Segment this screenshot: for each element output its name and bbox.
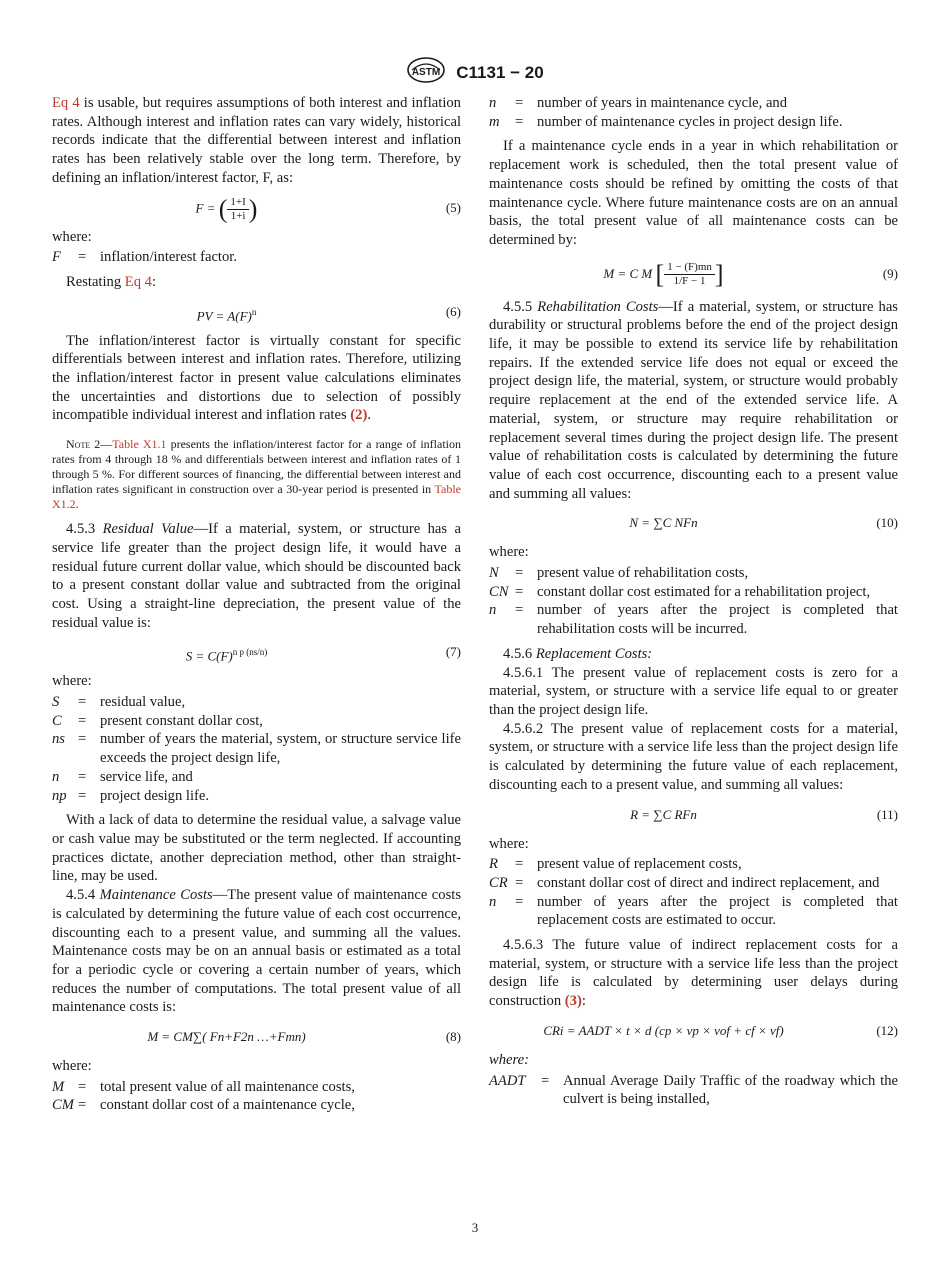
section-title: Residual Value — [102, 521, 194, 538]
section-title: Rehabilitation Costs — [537, 298, 659, 315]
eq11-body: R = ∑C RFn — [630, 806, 697, 822]
eq9-denominator: 1/F − 1 — [673, 275, 706, 288]
document-id: C1131 − 20 — [456, 62, 544, 82]
equation-10 — [489, 511, 898, 535]
where-label: where: — [489, 1051, 529, 1068]
definition-list — [489, 564, 898, 639]
eq5-number: (5) — [445, 199, 461, 215]
definition-item: F = inflation/interest factor. — [52, 249, 237, 266]
section-4-5-6-1: 4.5.6.1 The present value of replacement costs is zero for a material, system, or structure with a service life equal to or greater than the project design life. — [489, 664, 898, 718]
definition-item: CM = constant dollar cost of a maintenance cycle, — [52, 1097, 355, 1114]
definition-item: n = service life, and — [52, 768, 193, 785]
definition-item: n = number of years after the project is completed that rehabilitation costs will be incurred. — [489, 602, 898, 638]
where-label: where: — [52, 228, 92, 245]
note-label: Note 2 — [66, 437, 101, 452]
equation-8 — [52, 1025, 461, 1049]
eq6-exponent: n — [251, 306, 257, 317]
definition-item: N = present value of rehabilitation costs, — [489, 565, 749, 582]
section-title: Maintenance Costs — [99, 887, 213, 904]
astm-logo-icon — [406, 56, 446, 89]
where-label: where: — [489, 544, 529, 561]
where-label: where: — [52, 673, 92, 690]
eq8-number: (8) — [445, 1029, 461, 1045]
section-4-5-6-2: 4.5.6.2 The present value of replacement costs for a material, system, or structure with a service life less than the project design life is calculated by determining the future value of each replacement, discounting each to a present value, and summing all values: — [489, 720, 898, 793]
equation-7 — [52, 640, 461, 664]
page-header — [0, 56, 950, 89]
paragraph-eq4 — [52, 94, 461, 188]
equation-6 — [52, 300, 461, 324]
eq6-body: PV = A(F) — [196, 307, 252, 323]
definition-item: CR = constant dollar cost of direct and indirect replacement, and — [489, 874, 880, 891]
equation-12 — [489, 1019, 898, 1043]
eq9-numerator: 1 − (F)mn — [664, 261, 715, 275]
eq4-link[interactable]: Eq 4 — [52, 95, 80, 111]
definition-list — [52, 248, 461, 267]
where-label: where: — [52, 1058, 92, 1075]
section-4-5-4: 4.5.4 Maintenance Costs—The present value of maintenance costs is calculated by determining the future value of each cost occurrence, discounting each to a present value, and summing all the values. Maintenance costs may be on an annual basis or estimated as a total for a periodic cycle or covering a certain number of years, which reduces the number of computations. The total present value of all maintenance costs is: — [52, 887, 461, 1016]
section-4-5-6: 4.5.6 Replacement Costs: — [503, 645, 653, 662]
section-4-5-3: 4.5.3 Residual Value—If a material, system, or structure has a service life greater than the project design life, it would have a residual future current dollar value, which should be discounted back to a present constant dollar value and subtracted from the original cost. Using a straight-line depreciation, the present value of the residual value is: — [52, 521, 461, 631]
definition-item: S = residual value, — [52, 694, 186, 711]
table-x1-1-link[interactable]: Table X1.1 — [112, 437, 167, 452]
definition-list — [489, 1072, 898, 1109]
note-2: Note 2—Table X1.1 presents the inflation/interest factor for a range of inflation rates from 4 through 18 % and differentials between interest and inflation rates of 1 through 5 %. For different sources of financing, the differential between interest and inflation rates significant in construction over a 30-year period is presented in Table X1.2. — [52, 437, 461, 512]
definition-list — [489, 94, 898, 131]
equation-5: F = ( $\frac{1+I}{1+i}$ ) (5) — [195, 194, 461, 224]
definition-item: M = total present value of all maintenance costs, — [52, 1078, 355, 1095]
eq5-numerator: 1+I — [227, 196, 248, 210]
equation-11 — [489, 803, 898, 827]
where-label: where: — [489, 835, 529, 852]
definition-item: m = number of maintenance cycles in project design life. — [489, 113, 843, 130]
section-4-5-5: 4.5.5 Rehabilitation Costs—If a material, system, or structure has durability or structural problems before the end of the project design life, it may be possible to extend its service life by rehabilitation repairs. If the extended service life does not equal or exceed the project design life, the material, system, or structure would probably require replacement at the end of the extended service life. A material, system, or structure may require rehabilitation or replacement several times during the project design life. The present value of rehabilitation costs is calculated by determining the future value of each cost occurrence, discounting each to a present value and summing all values: — [489, 298, 898, 502]
left-column — [52, 94, 461, 1121]
definition-item: n = number of years after the project is completed that replacement costs are estimated to occur. — [489, 893, 898, 929]
definition-item: np = project design life. — [52, 787, 210, 804]
equation-9: M = C M [ $\frac{1 - (F)mn}{1/F - 1}$ ] (9) — [489, 258, 898, 290]
definition-list — [489, 855, 898, 930]
eq5-denominator: 1+i — [230, 209, 246, 222]
definition-list — [52, 693, 461, 805]
eq9-lhs: M = C M — [603, 265, 653, 281]
reference-link[interactable]: (3) — [564, 993, 582, 1010]
paragraph-salvage: With a lack of data to determine the residual value, a salvage value or cash value may be substituted or the term neglected. If accounting practices dictate, another depreciation method, other than straight-line, may be used. — [52, 812, 461, 885]
eq7-number: (7) — [445, 644, 461, 660]
section-title: Replacement Costs: — [535, 645, 653, 662]
definition-item: CN = constant dollar cost estimated for a rehabilitation project, — [489, 583, 871, 600]
paragraph-maintenance-cycle: If a maintenance cycle ends in a year in which rehabilitation or replacement work is scheduled, then the total present value of maintenance costs should be refined by omitting the costs of that maintenance cycle. Where future maintenance costs are on an annual basis, the total present value of all maintenance costs can be determined by: — [489, 138, 898, 248]
page-number: 3 — [471, 1220, 479, 1235]
definition-item: ns = number of years the material, system, or structure service life exceeds the project design life, — [52, 731, 461, 767]
eq7-body: S = C(F) — [185, 648, 233, 664]
paragraph-restating: Restating Eq 4: — [66, 273, 157, 290]
eq11-number: (11) — [876, 806, 898, 822]
eq12-body: CRi = AADT × t × d (cp × vp × vof + cf × vf) — [543, 1022, 784, 1038]
paragraph-text: is usable, but requires assumptions of both interest and inflation rates. Although interest and inflation rates can vary widely, historical records indicate that the differential between interest and inflation rates has been relatively stable over the long term. Therefore, by defining an inflation/interest factor, F, as: — [52, 95, 461, 186]
eq12-number: (12) — [876, 1022, 898, 1038]
reference-link[interactable]: (2) — [350, 407, 368, 424]
eq8-body: M = CM∑( Fn+F2n …+Fmn) — [147, 1029, 306, 1045]
definition-list — [52, 1078, 461, 1115]
eq10-number: (10) — [876, 515, 898, 531]
svg-text:ASTM: ASTM — [412, 67, 441, 78]
eq4-link[interactable]: Eq 4 — [124, 273, 152, 290]
right-column — [489, 94, 898, 1115]
eq10-body: N = ∑C NFn — [629, 515, 698, 531]
definition-item: R = present value of replacement costs, — [489, 856, 742, 873]
paragraph-factor: The inflation/interest factor is virtually constant for specific differentials between interest and inflation rates. Therefore, utilizing the inflation/interest factor in present value calculations eliminates the uncertainties and distortions due to selection of possibly incompatible individual interest and inflation rates (2). — [52, 332, 461, 424]
section-4-5-6-3: 4.5.6.3 The future value of indirect replacement costs for a material, system, or structure with a service life less than the project design life is calculated by determining user delays during construction (3): — [489, 937, 898, 1010]
definition-item: AADT = Annual Average Daily Traffic of the roadway which the culvert is being installed, — [489, 1072, 898, 1108]
table-x1-2-link[interactable]: Table X1.2 — [52, 482, 461, 512]
eq5-lhs: F = — [195, 200, 216, 215]
definition-item: n = number of years in maintenance cycle, and — [489, 95, 788, 111]
eq9-number: (9) — [882, 265, 898, 281]
definition-item: C = present constant dollar cost, — [52, 712, 263, 729]
eq7-exponent: n p (ns/n) — [232, 647, 268, 658]
eq6-number: (6) — [445, 303, 461, 319]
